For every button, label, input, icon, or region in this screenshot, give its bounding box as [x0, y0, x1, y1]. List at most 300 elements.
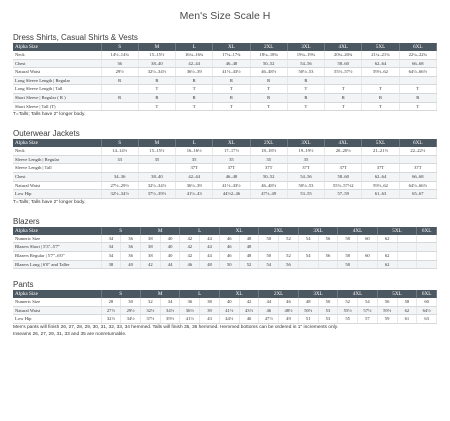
table-cell: Sleeve Length | Regular — [13, 155, 101, 164]
table-cell: 50–52 — [250, 172, 287, 181]
table-cell: 47½–49 — [250, 190, 287, 199]
table-cell: 60 — [358, 235, 378, 243]
table-cell: 59 — [377, 315, 397, 324]
column-header: 3XL — [298, 227, 337, 235]
table-cell — [101, 85, 138, 94]
table-cell: 34 — [101, 235, 121, 243]
column-header: L — [176, 139, 213, 147]
table-cell: 66–68 — [399, 172, 436, 181]
section-title: Outerwear Jackets — [13, 129, 80, 139]
table-cell: 39 — [200, 306, 220, 315]
table-cell: 36 — [101, 59, 138, 68]
table-cell: R — [213, 93, 250, 102]
table-cell: R — [250, 93, 287, 102]
table-cell — [399, 155, 436, 164]
table-cell: 49 — [279, 315, 299, 324]
table-cell — [399, 76, 436, 85]
column-header: M — [138, 139, 175, 147]
table-cell — [138, 164, 175, 173]
table-cell: 55 — [338, 315, 358, 324]
table-cell: 37T — [213, 164, 250, 173]
column-header: S — [101, 43, 138, 51]
table-cell: 50½–53 — [287, 181, 324, 190]
table-cell: 40 — [121, 260, 141, 269]
table-cell: 40 — [160, 235, 180, 243]
table-cell: Natural Waist — [13, 306, 101, 315]
table-cell: 35 — [287, 155, 324, 164]
section-2 — [13, 216, 437, 269]
table-cell: T — [138, 85, 175, 94]
column-header: 5XL — [377, 290, 416, 298]
column-header: 2XL — [259, 290, 298, 298]
table-cell: 62 — [377, 251, 397, 260]
table-cell: 56 — [377, 298, 397, 306]
column-header: 5XL — [377, 227, 416, 235]
table-cell: 35 — [213, 155, 250, 164]
column-header: XL — [213, 139, 250, 147]
table-cell — [362, 76, 399, 85]
table-cell: 60 — [358, 251, 378, 260]
table-cell: 42 — [180, 251, 200, 260]
table-cell: 48 — [200, 260, 220, 269]
table-cell: 48 — [239, 243, 259, 252]
table-cell — [417, 235, 437, 243]
table-cell: 17–17½ — [213, 147, 250, 155]
table-cell: Short Sleeve | Regular ( R ) — [13, 93, 101, 102]
table-cell: T — [287, 102, 324, 111]
column-header: 2XL — [250, 139, 287, 147]
table-row — [13, 51, 437, 59]
table-cell — [397, 243, 417, 252]
table-cell — [358, 243, 378, 252]
table-cell: 37T — [250, 164, 287, 173]
table-cell — [325, 155, 362, 164]
table-cell: 27½–29½ — [101, 181, 138, 190]
column-header: 5XL — [362, 139, 399, 147]
section-note: Inseams 26, 27, 29, 31, 33 and 35 are nonreturnable. — [13, 331, 127, 337]
table-cell: Long Sleeve Length | Tall — [13, 85, 101, 94]
table-cell: 38–40 — [138, 172, 175, 181]
table-cell: 35 — [176, 155, 213, 164]
table-cell: 46 — [239, 315, 259, 324]
table-cell: 51 — [298, 315, 318, 324]
table-cell: 39½ — [160, 315, 180, 324]
table-cell — [318, 260, 338, 269]
table-header-row — [13, 290, 437, 298]
table-cell: 44 — [200, 235, 220, 243]
table-cell: 56 — [318, 235, 338, 243]
table-cell: 38–40 — [138, 59, 175, 68]
table-cell: 41½–43½ — [213, 68, 250, 77]
table-cell: R — [250, 76, 287, 85]
table-cell: 32½ — [101, 315, 121, 324]
section-title: Dress Shirts, Casual Shirts & Vests — [13, 33, 138, 42]
table-cell: 44 — [200, 251, 220, 260]
table-cell: 42 — [180, 243, 200, 252]
table-cell: Sleeve Length | Tall — [13, 164, 101, 173]
table-cell — [397, 235, 417, 243]
column-header: M — [138, 43, 175, 51]
table-cell: 62 — [377, 260, 397, 269]
table-row — [13, 298, 437, 306]
table-cell: R — [362, 93, 399, 102]
table-cell: 50 — [318, 298, 338, 306]
table-cell: 46 — [259, 306, 279, 315]
table-cell: 56 — [318, 251, 338, 260]
table-cell: 46 — [219, 243, 239, 252]
table-cell: 34½ — [121, 315, 141, 324]
table-cell: Numeric Size — [13, 235, 101, 243]
table-row — [13, 306, 437, 315]
table-cell: 36½–39 — [176, 181, 213, 190]
table-row — [13, 85, 437, 94]
table-cell: 50 — [219, 260, 239, 269]
table-cell — [279, 243, 299, 252]
table-cell: R — [213, 76, 250, 85]
table-cell: 20¼–20¾ — [325, 51, 362, 59]
table-cell: 37½–39½ — [138, 190, 175, 199]
table-cell: 59½ — [377, 306, 397, 315]
table-cell: 34–36 — [101, 172, 138, 181]
table-cell: 58–60 — [325, 59, 362, 68]
table-cell: 55½–57½ — [325, 68, 362, 77]
table-cell: 38 — [140, 243, 160, 252]
column-header: 6XL — [417, 227, 437, 235]
table-cell: 37T — [399, 164, 436, 173]
table-row — [13, 102, 437, 111]
page-title: Men's Size Scale H — [179, 10, 271, 22]
column-header: Alpha Size — [13, 227, 101, 235]
table-cell: 15–15½ — [138, 147, 175, 155]
column-header: L — [180, 290, 219, 298]
table-cell: 38 — [140, 235, 160, 243]
table-cell: 22–22½ — [399, 147, 436, 155]
table-cell: 46 — [180, 260, 200, 269]
table-cell: 16¼–16¾ — [176, 51, 213, 59]
table-cell: 62–64 — [362, 172, 399, 181]
table-row — [13, 260, 437, 269]
table-cell: 56 — [279, 260, 299, 269]
table-cell: T — [362, 85, 399, 94]
table-cell: 42–44 — [176, 172, 213, 181]
table-cell: 54 — [358, 298, 378, 306]
table-row — [13, 147, 437, 155]
table-cell: 54–56 — [287, 172, 324, 181]
table-cell: 36 — [121, 235, 141, 243]
column-header: L — [176, 43, 213, 51]
table-row — [13, 181, 437, 190]
table-cell: 55½–57½2 — [325, 181, 362, 190]
table-cell: 37T — [325, 164, 362, 173]
table-cell: 65–67 — [399, 190, 436, 199]
size-table — [13, 290, 437, 324]
table-cell: 53 — [318, 315, 338, 324]
table-cell: 29½ — [101, 68, 138, 77]
table-cell: Long Sleeve Length | Regular — [13, 76, 101, 85]
table-cell: 38 — [101, 260, 121, 269]
size-table — [13, 139, 437, 199]
table-cell — [298, 260, 318, 269]
table-row — [13, 190, 437, 199]
sections-container — [13, 32, 437, 338]
table-cell: 53 — [318, 306, 338, 315]
column-header: 6XL — [399, 43, 436, 51]
table-cell: 58 — [338, 260, 358, 269]
table-cell — [417, 260, 437, 269]
table-cell: T — [213, 85, 250, 94]
table-cell: 41½ — [180, 315, 200, 324]
table-cell: 18¼–18¾ — [250, 51, 287, 59]
table-cell: R — [138, 76, 175, 85]
table-cell: 40 — [160, 251, 180, 260]
table-cell: 37T — [362, 164, 399, 173]
table-row — [13, 93, 437, 102]
table-cell: 34 — [160, 298, 180, 306]
column-header: 4XL — [325, 139, 362, 147]
table-header-row — [13, 227, 437, 235]
table-cell: 50½ — [298, 306, 318, 315]
table-cell — [397, 260, 417, 269]
table-cell: Blazers Long | 6'0" and Taller — [13, 260, 101, 269]
table-cell: 38 — [140, 251, 160, 260]
column-header: 4XL — [338, 290, 377, 298]
table-cell: 16–16½ — [176, 147, 213, 155]
table-cell: 34½ — [160, 306, 180, 315]
column-header: XL — [219, 290, 258, 298]
table-header-row — [13, 139, 437, 147]
table-row — [13, 76, 437, 85]
column-header: 4XL — [338, 227, 377, 235]
table-cell: 44½2–46 — [213, 190, 250, 199]
table-cell: T — [250, 85, 287, 94]
table-cell: 41½–43 — [176, 190, 213, 199]
table-cell: R — [399, 93, 436, 102]
table-cell: 59½–62 — [362, 68, 399, 77]
table-cell: 46–48 — [213, 59, 250, 68]
column-header: Alpha Size — [13, 290, 101, 298]
table-cell: 48 — [239, 235, 259, 243]
table-cell: 33 — [101, 155, 138, 164]
column-header: M — [140, 227, 179, 235]
table-cell: 17¼–17¾ — [213, 51, 250, 59]
table-cell: T — [213, 102, 250, 111]
table-cell: 63 — [417, 315, 437, 324]
size-table — [13, 227, 437, 269]
column-header: S — [101, 290, 140, 298]
table-cell: 54–56 — [287, 59, 324, 68]
table-cell: Low Hip — [13, 315, 101, 324]
table-cell: T — [399, 85, 436, 94]
column-header: Alpha Size — [13, 139, 101, 147]
table-row — [13, 315, 437, 324]
column-header: 3XL — [298, 290, 337, 298]
table-cell: 60 — [417, 298, 437, 306]
table-cell: 64½–66½ — [399, 181, 436, 190]
table-row — [13, 164, 437, 173]
table-cell — [318, 243, 338, 252]
table-cell — [417, 251, 437, 260]
table-cell: 36 — [121, 243, 141, 252]
section-note: Men's pants will finish 26, 27, 28, 29, 30, 31, 32, 33, 34 hemmed. Talls will finish 35, 36 hemmed. Hemmed bottoms can be ordered in 1" increments only. — [13, 324, 339, 330]
table-cell: 46–48 — [213, 172, 250, 181]
table-cell: T — [176, 85, 213, 94]
table-cell: 64½ — [417, 306, 437, 315]
table-cell: T — [250, 102, 287, 111]
column-header: Alpha Size — [13, 43, 101, 51]
table-cell: 53–55 — [287, 190, 324, 199]
column-header: XL — [213, 43, 250, 51]
table-cell: R — [138, 93, 175, 102]
table-cell: T — [325, 102, 362, 111]
table-cell: Low Hip — [13, 190, 101, 199]
table-cell: R — [287, 93, 324, 102]
table-cell — [325, 76, 362, 85]
table-cell: 50 — [259, 251, 279, 260]
section-3 — [13, 279, 437, 338]
table-cell: 44 — [160, 260, 180, 269]
table-cell: 48 — [298, 298, 318, 306]
table-cell: 37T — [176, 164, 213, 173]
table-cell — [358, 260, 378, 269]
table-cell: 30 — [121, 298, 141, 306]
table-cell: 18–18½ — [250, 147, 287, 155]
section-0 — [13, 32, 437, 118]
table-cell: 40 — [160, 243, 180, 252]
table-cell: 36½ — [180, 306, 200, 315]
column-header: 3XL — [287, 139, 324, 147]
table-cell: Neck — [13, 51, 101, 59]
table-cell: 36 — [180, 298, 200, 306]
table-cell: 52 — [239, 260, 259, 269]
table-cell: 37½ — [140, 315, 160, 324]
table-cell: T — [362, 102, 399, 111]
table-cell: 36 — [121, 251, 141, 260]
column-header: 6XL — [399, 139, 436, 147]
table-cell — [298, 243, 318, 252]
table-cell: 46–48½ — [250, 68, 287, 77]
table-cell: 44 — [200, 243, 220, 252]
table-row — [13, 251, 437, 260]
table-cell: 62 — [377, 235, 397, 243]
table-cell: 32½–34½ — [138, 181, 175, 190]
table-cell: R — [101, 93, 138, 102]
table-cell: 14½–14¾ — [101, 51, 138, 59]
table-cell: 46 — [219, 251, 239, 260]
section-title: Pants — [13, 280, 34, 290]
table-cell: R — [176, 76, 213, 85]
section-title: Blazers — [13, 216, 40, 226]
table-cell: 44 — [259, 298, 279, 306]
table-cell: T — [399, 102, 436, 111]
table-cell — [338, 243, 358, 252]
section-1 — [13, 128, 437, 206]
table-header-row — [13, 43, 437, 51]
table-cell: Neck — [13, 147, 101, 155]
table-cell: 46 — [279, 298, 299, 306]
size-table — [13, 43, 437, 111]
table-cell: 19–19½ — [287, 147, 324, 155]
table-cell: 34 — [101, 251, 121, 260]
table-cell: R — [287, 76, 324, 85]
table-cell: 32½–34½ — [101, 190, 138, 199]
table-cell: 22¼–22¾ — [399, 51, 436, 59]
table-cell: 50–52 — [250, 59, 287, 68]
table-cell: 43½ — [239, 306, 259, 315]
table-cell — [417, 243, 437, 252]
table-row — [13, 59, 437, 68]
table-cell: 42–44 — [176, 59, 213, 68]
table-cell: T — [138, 102, 175, 111]
table-cell: 57 — [358, 315, 378, 324]
table-cell: 61–63 — [362, 190, 399, 199]
table-cell: 54 — [259, 260, 279, 269]
size-chart-page — [13, 0, 437, 338]
table-cell: 47½ — [259, 315, 279, 324]
table-cell: R — [176, 93, 213, 102]
table-cell: 50½–53 — [287, 68, 324, 77]
table-cell: Chest — [13, 172, 101, 181]
table-cell — [377, 243, 397, 252]
table-cell: 62–64 — [362, 59, 399, 68]
table-cell: 38 — [200, 298, 220, 306]
table-cell: 21¼–21¾ — [362, 51, 399, 59]
table-cell — [101, 164, 138, 173]
table-cell: 61 — [397, 315, 417, 324]
column-header: 6XL — [417, 290, 437, 298]
table-cell: T — [287, 85, 324, 94]
table-cell: 54 — [298, 235, 318, 243]
column-header: L — [180, 227, 219, 235]
table-cell: 42 — [140, 260, 160, 269]
table-cell: Blazers Regular | 5'7"–6'0" — [13, 251, 101, 260]
table-cell: 35 — [138, 155, 175, 164]
column-header: 2XL — [250, 43, 287, 51]
table-cell — [259, 243, 279, 252]
table-cell: Natural Waist — [13, 68, 101, 77]
table-cell: 32½–34½ — [138, 68, 175, 77]
table-cell: 28 — [101, 298, 121, 306]
table-cell: 43 — [200, 315, 220, 324]
table-cell: 21–21½ — [362, 147, 399, 155]
column-header: S — [101, 139, 138, 147]
table-cell: 40 — [219, 298, 239, 306]
table-row — [13, 172, 437, 181]
table-cell: 15–15½ — [138, 51, 175, 59]
table-cell: 42 — [239, 298, 259, 306]
table-cell: 48½ — [279, 306, 299, 315]
table-cell: 14–14½ — [101, 147, 138, 155]
table-cell: 46 — [219, 235, 239, 243]
column-header: XL — [219, 227, 258, 235]
table-cell: 58–60 — [325, 172, 362, 181]
table-cell: 66–68 — [399, 59, 436, 68]
table-cell: 20–20½ — [325, 147, 362, 155]
table-cell: 41½ — [219, 306, 239, 315]
table-cell: 19¼–19¾ — [287, 51, 324, 59]
table-cell: 50 — [259, 235, 279, 243]
column-header: S — [101, 227, 140, 235]
table-cell — [101, 102, 138, 111]
table-cell: 42 — [180, 235, 200, 243]
table-cell: 52 — [279, 251, 299, 260]
table-cell: 27½ — [101, 306, 121, 315]
table-cell: 44½ — [219, 315, 239, 324]
table-cell: 55½ — [338, 306, 358, 315]
table-cell: 29½ — [121, 306, 141, 315]
table-cell: 46–48½ — [250, 181, 287, 190]
table-cell: 59½–62 — [362, 181, 399, 190]
table-row — [13, 243, 437, 252]
